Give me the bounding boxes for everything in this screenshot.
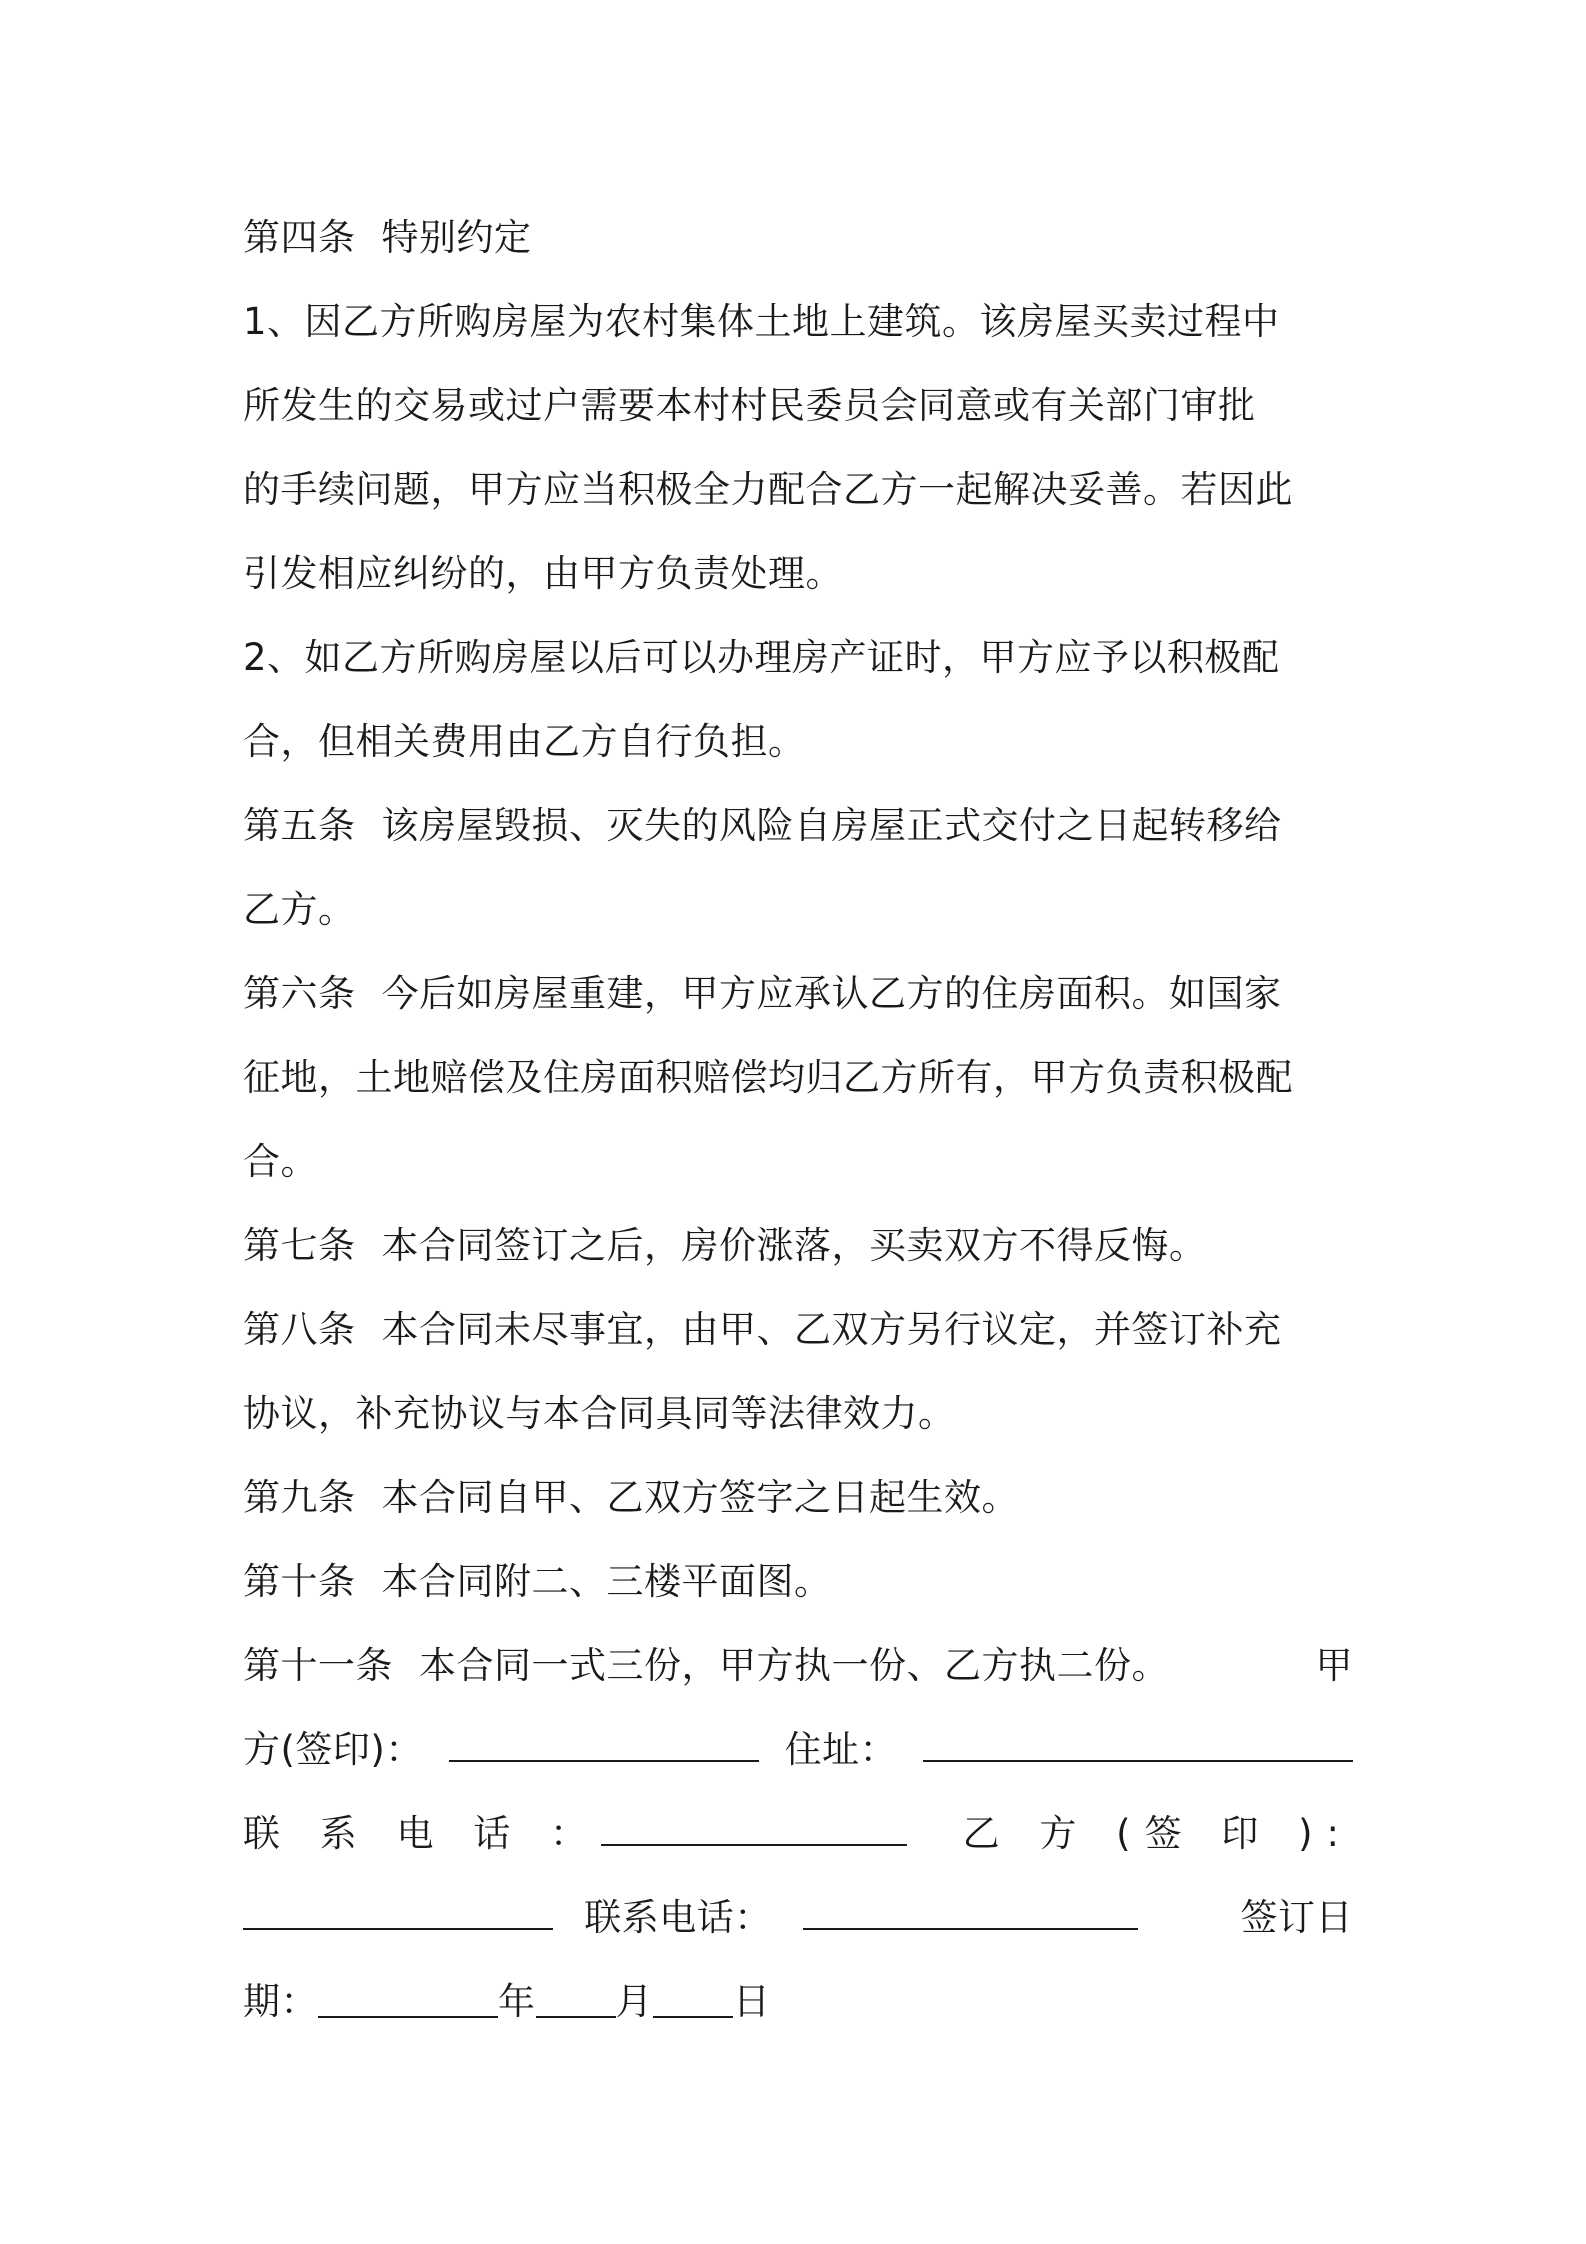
day-label: 日	[733, 1980, 771, 2023]
address-label: 住址：	[784, 1728, 898, 1771]
party-a-label: 方(签印)：	[243, 1728, 423, 1771]
signature-line-3	[243, 1876, 1353, 1960]
article-6-line-3: 合。	[243, 1140, 318, 1183]
article-7-heading: 第七条	[243, 1224, 356, 1267]
article-8-heading: 第八条	[243, 1308, 356, 1351]
phone-a-label: 联 系 电 话 ：	[243, 1812, 602, 1855]
article-9-heading: 第九条	[243, 1476, 356, 1519]
month-label: 月	[615, 1980, 653, 2023]
signature-line-1	[243, 1708, 1353, 1792]
article-11-text: 本合同一式三份，甲方执一份、乙方执二份。	[419, 1644, 1169, 1687]
article-11-heading: 第十一条	[243, 1644, 393, 1687]
article-4-p1-line-4: 引发相应纠纷的，由甲方负责处理。	[243, 552, 843, 595]
article-4-p1-line-1: 1、因乙方所购房屋为农村集体土地上建筑。该房屋买卖过程中	[243, 300, 1280, 343]
address-blank[interactable]	[923, 1730, 1353, 1762]
party-b-signature-blank[interactable]	[243, 1898, 553, 1930]
article-4-heading: 第四条	[243, 216, 356, 259]
article-4-p1-line-3: 的手续问题，甲方应当积极全力配合乙方一起解决妥善。若因此	[243, 468, 1293, 511]
article-8-text-1: 本合同未尽事宜，由甲、乙双方另行议定，并签订补充	[381, 1308, 1282, 1351]
article-5-line-1	[243, 784, 1353, 868]
article-6-line-1	[243, 952, 1353, 1036]
phone-b-label: 联系电话：	[584, 1896, 772, 1939]
article-4-p2-line-1: 2、如乙方所购房屋以后可以办理房产证时，甲方应予以积极配	[243, 636, 1280, 679]
article-6-text-1: 今后如房屋重建，甲方应承认乙方的住房面积。如国家	[381, 972, 1282, 1015]
article-6-heading: 第六条	[243, 972, 356, 1015]
article-4-heading-line	[243, 196, 1353, 280]
article-10-text: 本合同附二、三楼平面图。	[381, 1560, 832, 1603]
article-11-main	[243, 1624, 1169, 1708]
party-a-signature-blank[interactable]	[449, 1730, 759, 1762]
signature-line-4	[243, 1960, 1353, 2044]
article-7-line	[243, 1204, 1353, 1288]
party-a-prefix: 甲	[1315, 1644, 1353, 1687]
phone-a-blank[interactable]	[601, 1814, 907, 1846]
article-6-line-2: 征地，土地赔偿及住房面积赔偿均归乙方所有，甲方负责积极配	[243, 1056, 1293, 1099]
sign-date-label-a: 签订日	[1240, 1896, 1353, 1939]
party-b-label: 乙 方 (签 印 ):	[962, 1812, 1353, 1855]
article-4-p2-line-2: 合，但相关费用由乙方自行负担。	[243, 720, 806, 763]
month-blank[interactable]	[536, 1986, 616, 2018]
sign-date-label-b: 期：	[243, 1980, 318, 2023]
article-10-line	[243, 1540, 1353, 1624]
article-8-line-1	[243, 1288, 1353, 1372]
contract-body	[243, 196, 1353, 2044]
article-4-p1-line-2: 所发生的交易或过户需要本村村民委员会同意或有关部门审批	[243, 384, 1256, 427]
article-7-text: 本合同签订之后，房价涨落，买卖双方不得反悔。	[381, 1224, 1207, 1267]
article-4-title: 特别约定	[381, 216, 532, 259]
article-5-text-1: 该房屋毁损、灭失的风险自房屋正式交付之日起转移给	[381, 804, 1282, 847]
article-5-line-2: 乙方。	[243, 888, 356, 931]
article-9-line	[243, 1456, 1353, 1540]
article-5-heading: 第五条	[243, 804, 356, 847]
day-blank[interactable]	[653, 1986, 733, 2018]
phone-b-blank[interactable]	[803, 1898, 1138, 1930]
year-label: 年	[498, 1980, 536, 2023]
article-10-heading: 第十条	[243, 1560, 356, 1603]
article-9-text: 本合同自甲、乙双方签字之日起生效。	[381, 1476, 1019, 1519]
signature-line-2	[243, 1792, 1353, 1876]
article-11-line	[243, 1624, 1353, 1708]
year-blank[interactable]	[318, 1986, 498, 2018]
article-8-line-2: 协议，补充协议与本合同具同等法律效力。	[243, 1392, 956, 1435]
